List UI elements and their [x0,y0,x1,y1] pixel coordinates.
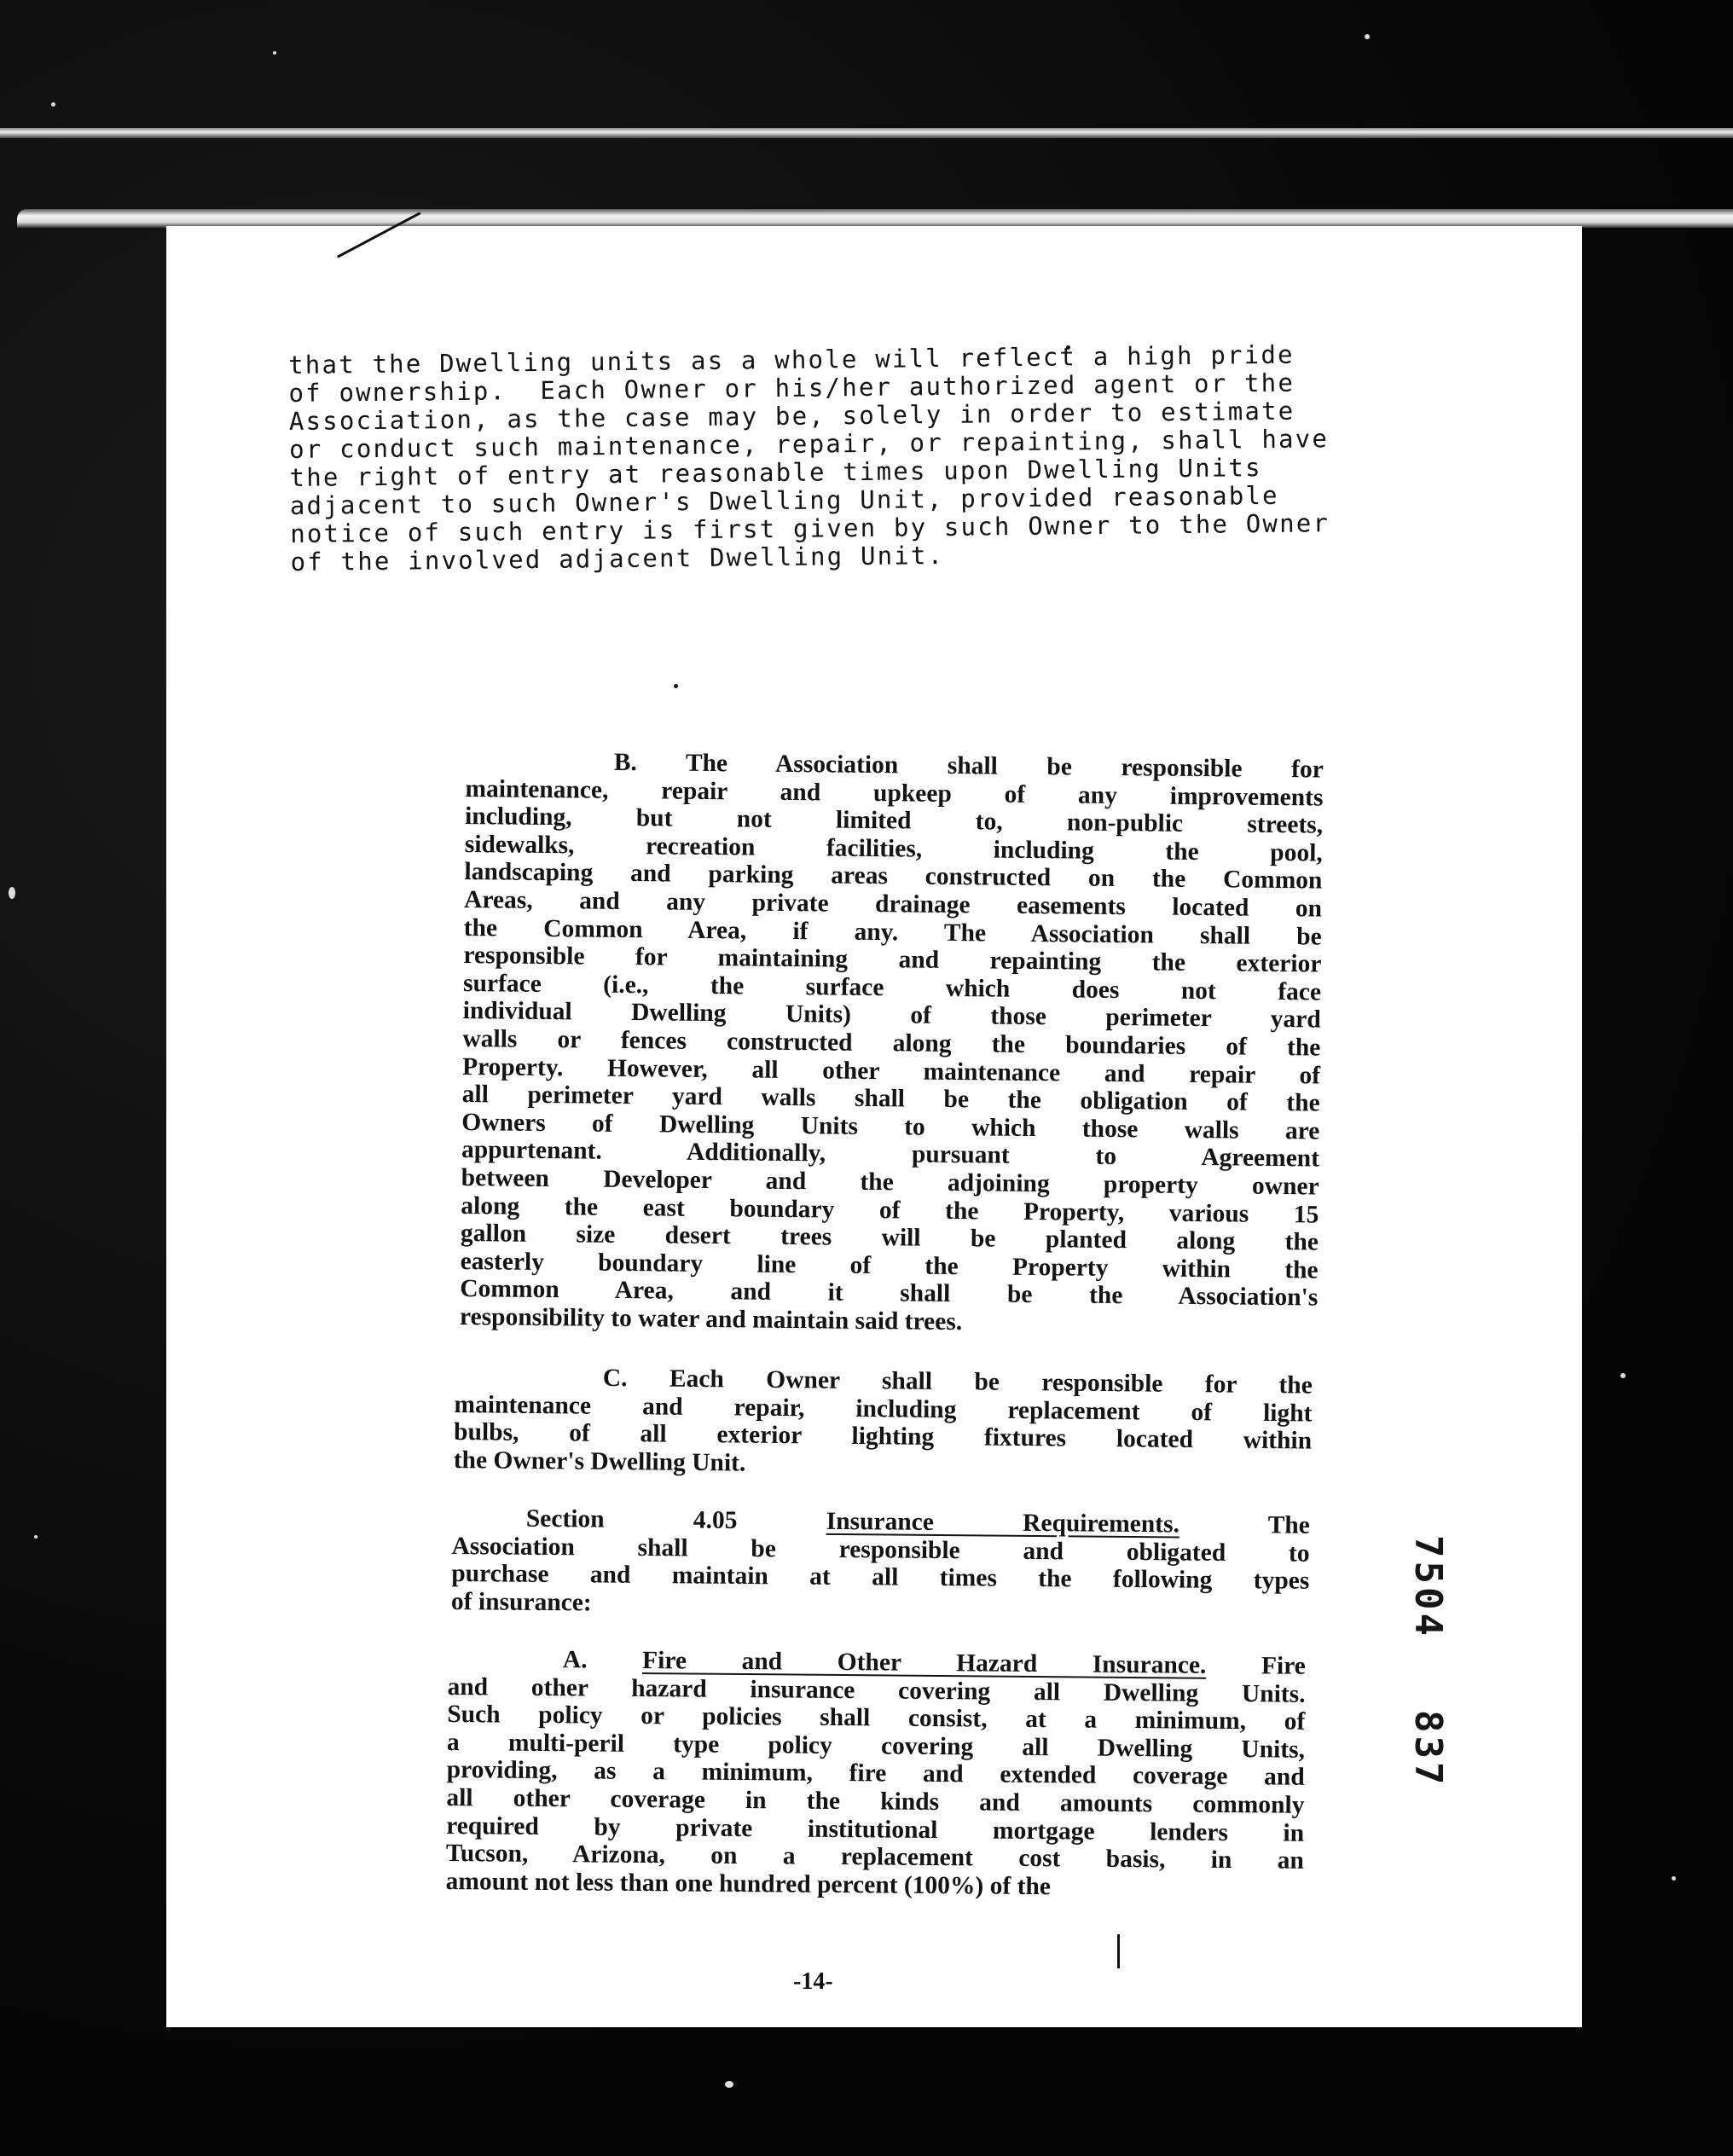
text-line: the Owner's Dwelling Unit. [453,1446,746,1477]
text-line: Tucson, Arizona, on a replacement cost basis, in an [445,1840,1304,1875]
scan-speck [1620,1373,1626,1378]
text-line: notice of such entry is first given by such Owner to the Owner [290,508,1330,548]
scan-speck [9,887,15,899]
text-line: C. Each Owner shall be responsible for the [602,1364,1313,1400]
text-line: of the involved adjacent Dwelling Unit. [290,540,945,577]
page-number: -14- [793,1968,833,1995]
text-line: along the east boundary of the Property, various 15 [461,1191,1319,1229]
text-line: Association shall be responsible and obligated to [451,1532,1310,1568]
text-line: of insurance: [450,1587,592,1617]
text-line: walls or fences constructed along the boundaries of the [462,1024,1321,1062]
text-line: easterly boundary line of the Property within the [460,1247,1319,1284]
scan-speck [34,1535,38,1539]
paragraph-continuation [288,340,1330,577]
speck [674,684,678,688]
section-label: A. [562,1646,588,1674]
section-a [445,1645,1306,1903]
scanner-edge-strip [17,209,1733,228]
text-line: purchase and maintain at all times the following types [451,1560,1310,1595]
text-line: of ownership. Each Owner or his/her authorized agent or the [288,368,1295,408]
text-line: the Common Area, if any. The Association shall be [463,913,1322,951]
scan-speck [1365,34,1370,39]
text-line: the right of entry at reasonable times upon Dwelling Units [289,453,1262,492]
text-fragment: The [1267,1511,1310,1539]
text-line: bulbs, of all exterior lighting fixtures located within [453,1418,1313,1455]
text-line: individual Dwelling Units) of those perimeter yard [462,997,1321,1034]
text-line: Common Area, and it shall be the Association's [460,1275,1319,1312]
section-heading: Fire and Other Hazard Insurance. [641,1646,1207,1679]
text-line: required by private institutional mortgage lenders in [446,1811,1305,1847]
text-line: Association, as the case may be, solely in order to estimate [288,396,1295,436]
text-line: surface (i.e., the surface which does not face [462,969,1322,1006]
text-line: B. The Association shall be responsible for [613,748,1324,784]
section-c [454,1363,1313,1483]
text-line: and other hazard insurance covering all Dwelling Units. [447,1672,1306,1708]
text-line: that the Dwelling units as a whole will reflect a high pride [287,339,1295,380]
text-line: providing, as a minimum, fire and extended coverage and [446,1756,1305,1792]
text-line: sidewalks, recreation facilities, including the pool, [464,830,1323,867]
text-line: gallon size desert trees will be planted along the [460,1220,1319,1256]
text-line: between Developer and the adjoining property owner [461,1163,1319,1201]
text-line: Such policy or policies shall consist, at a minimum, of [447,1701,1306,1736]
recording-page-number: 837 [1406,1710,1450,1788]
text-line: Owners of Dwelling Units to which those walls are [461,1108,1320,1145]
section-b [460,747,1324,1340]
section-4-05 [451,1504,1310,1623]
scan-speck [51,102,55,107]
text-line: all perimeter yard walls shall be the obligation of the [461,1081,1320,1117]
text-line: responsible for maintaining and repainting the exterior [463,942,1322,978]
text-line: amount not less than one hundred percent (100%) of the [445,1867,1052,1900]
pen-mark [1117,1934,1120,1968]
text-line: maintenance and repair, including replacement of light [454,1390,1313,1428]
section-label: Section 4.05 [525,1504,738,1534]
scan-speck [1672,1876,1676,1881]
text-line: landscaping and parking areas constructed on the Common [464,858,1323,895]
scan-speck [273,51,276,55]
section-heading: Insurance Requirements. [826,1507,1180,1539]
text-fragment: Fire [1261,1652,1306,1680]
text-line: Property. However, all other maintenance and repair of [461,1052,1321,1090]
text-line: Areas, and any private drainage easements located on [463,885,1323,923]
text-line: including, but not limited to, non-public streets, [464,803,1324,839]
text-line: a multi-peril type policy covering all Dwelling Units, [446,1728,1306,1764]
text-line: all other coverage in the kinds and amounts commonly [446,1783,1305,1819]
text-line: appurtenant. Additionally, pursuant to Agreement [461,1136,1320,1173]
scan-speck [725,2081,733,2088]
text-line: adjacent to such Owner's Dwelling Unit, provided reasonable [289,480,1279,520]
scanner-edge-strip [0,128,1733,138]
text-line: or conduct such maintenance, repair, or repainting, shall have [289,424,1330,464]
text-line: responsibility to water and maintain said trees. [459,1302,963,1336]
text-line: maintenance, repair and upkeep of any improvements [465,774,1324,812]
recording-docket-number: 7504 [1406,1535,1450,1639]
